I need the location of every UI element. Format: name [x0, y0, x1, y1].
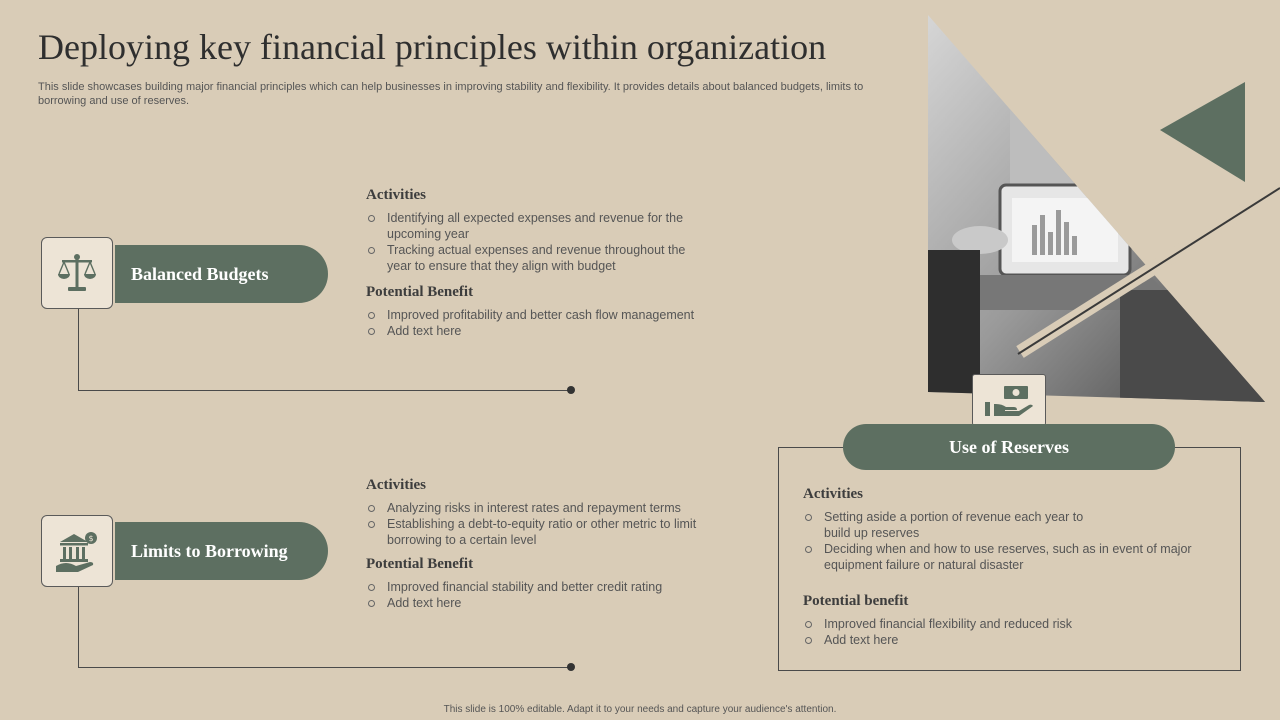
use-of-reserves-icon-box	[972, 374, 1046, 426]
list-item: Tracking actual expenses and revenue throughout the year to ensure that they align with budget	[366, 242, 711, 274]
connector-horizontal	[78, 390, 572, 391]
balanced-budgets-benefit-heading: Potential Benefit	[366, 284, 474, 300]
limits-to-borrowing-text: Limits to Borrowing	[131, 540, 288, 561]
use-of-reserves-activities-heading: Activities	[803, 486, 863, 502]
connector-vertical	[78, 300, 79, 390]
svg-text:$: $	[88, 534, 94, 543]
use-of-reserves-benefit-list	[803, 616, 1198, 648]
connector-end-dot	[567, 663, 575, 671]
balanced-budgets-activities-list	[366, 210, 711, 274]
list-item: Improved profitability and better cash flow management	[366, 307, 726, 323]
list-item: Improved financial stability and better credit rating	[366, 579, 726, 595]
list-item: Identifying all expected expenses and revenue for the upcoming year	[366, 210, 711, 242]
connector-vertical	[78, 580, 79, 667]
connector-end-dot	[567, 386, 575, 394]
balanced-budgets-benefit-list	[366, 307, 726, 339]
use-of-reserves-label	[843, 424, 1175, 470]
slide-title: Deploying key financial principles within organization	[38, 27, 827, 67]
list-item: Add text here	[366, 595, 726, 611]
balanced-budgets-text: Balanced Budgets	[131, 263, 269, 284]
balanced-budgets-icon-box	[41, 237, 113, 309]
list-item: Analyzing risks in interest rates and repayment terms	[366, 500, 726, 516]
limits-to-borrowing-label	[115, 522, 328, 580]
balanced-budgets-label	[115, 245, 328, 303]
limits-to-borrowing-activities-heading: Activities	[366, 477, 426, 493]
list-item: Establishing a debt-to-equity ratio or other metric to limit borrowing to a certain level	[366, 516, 726, 548]
bank-loan-icon	[54, 528, 100, 574]
footer-note: This slide is 100% editable. Adapt it to your needs and capture your audience's attention.	[443, 704, 837, 715]
slide-subtitle: This slide showcases building major financial principles which can help businesses in improving stability and flexibility. It provides details about balanced budgets, limits to borrowing and use of reserves.	[38, 81, 864, 107]
balanced-budgets-activities-heading: Activities	[366, 187, 426, 203]
limits-to-borrowing-benefit-heading: Potential Benefit	[366, 556, 474, 572]
limits-to-borrowing-activities-list	[366, 500, 726, 548]
list-item: Improved financial flexibility and reduced risk	[803, 616, 1198, 632]
use-of-reserves-text: Use of Reserves	[949, 436, 1069, 457]
connector-horizontal	[78, 667, 572, 668]
meeting-photo	[920, 10, 1280, 410]
limits-to-borrowing-benefit-list	[366, 579, 726, 611]
scales-icon	[54, 250, 100, 296]
list-item: Add text here	[803, 632, 1198, 648]
list-item: Setting aside a portion of revenue each year to build up reserves	[803, 509, 1198, 541]
cash-in-hand-icon	[984, 382, 1034, 418]
use-of-reserves-benefit-heading: Potential benefit	[803, 593, 909, 609]
list-item: Deciding when and how to use reserves, such as in event of major equipment failure or natural disaster	[803, 541, 1198, 573]
use-of-reserves-activities-list	[803, 509, 1198, 573]
limits-to-borrowing-icon-box	[41, 515, 113, 587]
list-item: Add text here	[366, 323, 726, 339]
